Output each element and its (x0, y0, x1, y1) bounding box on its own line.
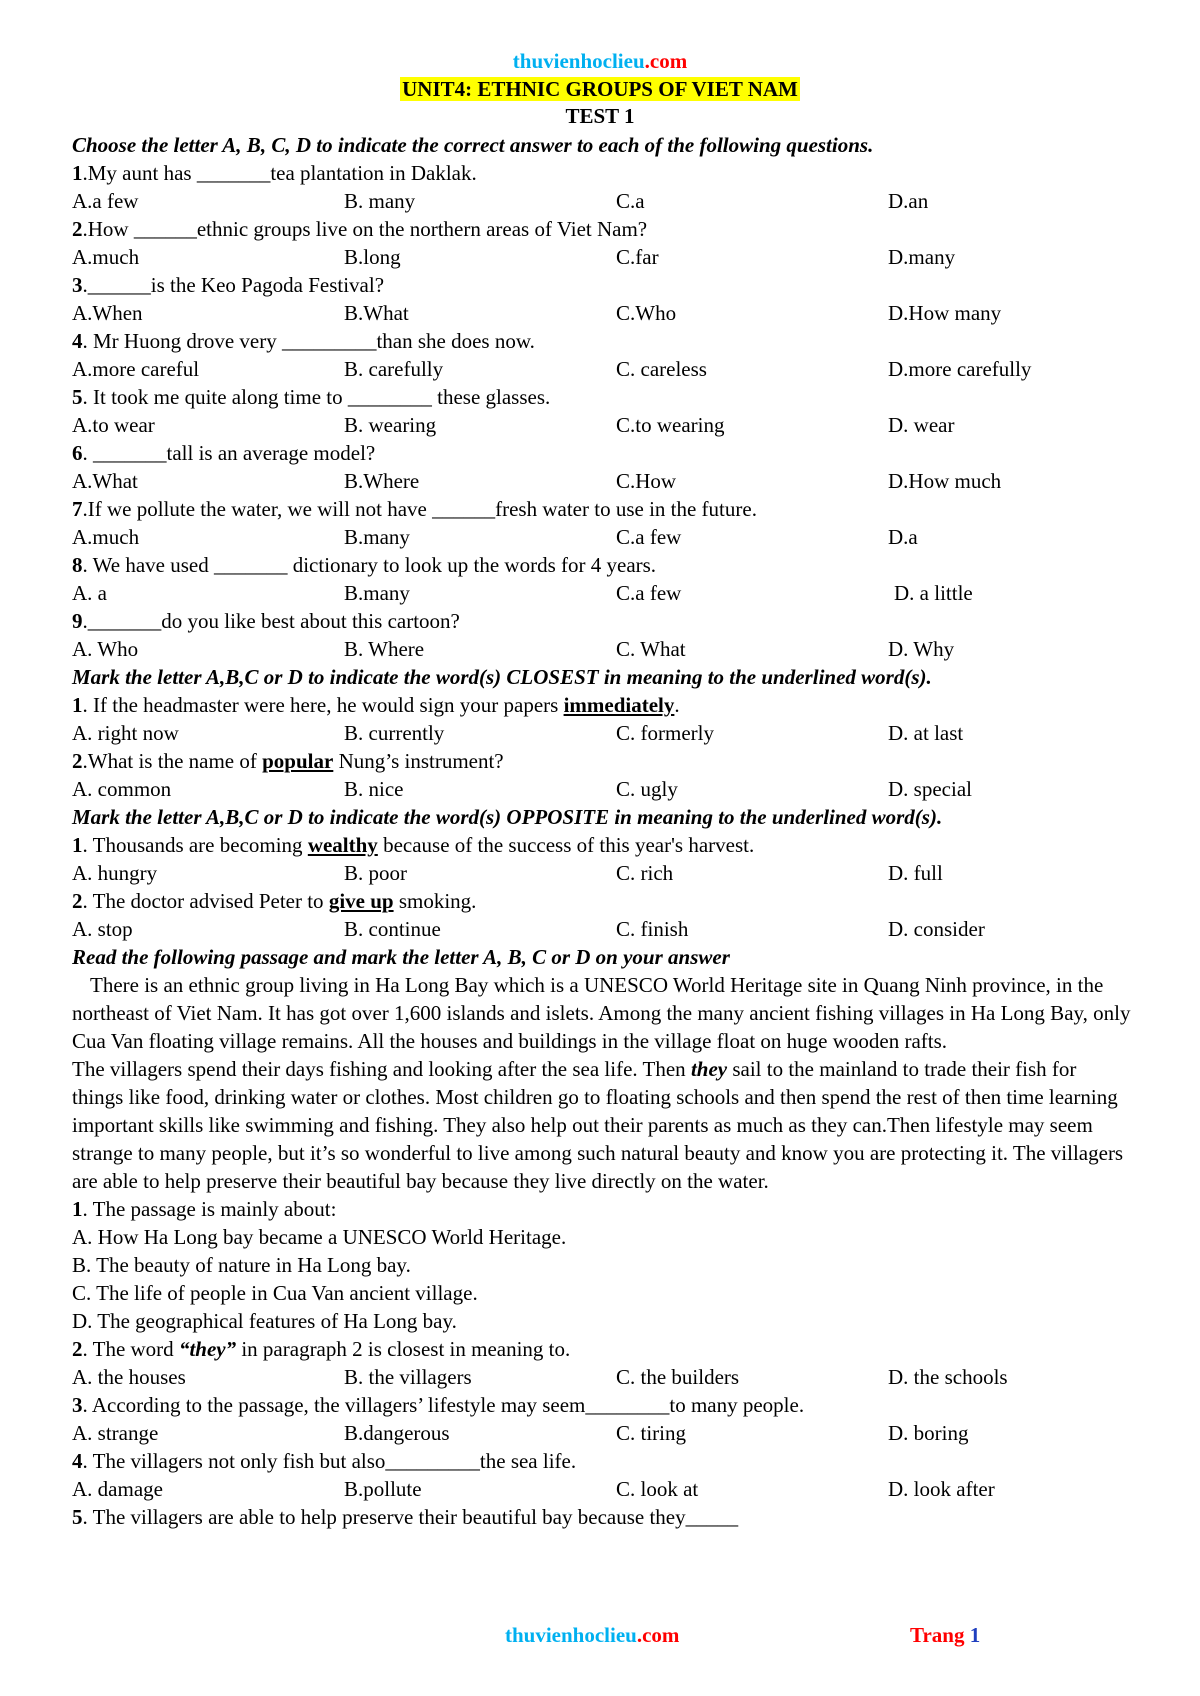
document-content (72, 131, 1132, 1531)
question-text: 2.How ______ethnic groups live on the northern areas of Viet Nam? (72, 217, 648, 241)
question-text: 4. Mr Huong drove very _________than she does now. (72, 329, 535, 353)
option-a: A. strange (72, 1421, 159, 1445)
option-d: D. at last (888, 721, 964, 745)
option-c: C. tiring (616, 1421, 687, 1445)
option-b: B. currently (344, 721, 445, 745)
option-d: D. special (888, 777, 972, 801)
question-text: 3.______is the Keo Pagoda Festival? (72, 273, 385, 297)
question-text: 2.What is the name of popular Nung’s instrument? (72, 749, 504, 773)
option-a: A.more careful (72, 357, 200, 381)
option-d: D. a little (894, 581, 973, 605)
section4-instruction: Read the following passage and mark the letter A, B, C or D on your answer (72, 945, 730, 969)
option-c: C. ugly (616, 777, 678, 801)
option-c: C. finish (616, 917, 689, 941)
question-text: 1.My aunt has _______tea plantation in Daklak. (72, 161, 477, 185)
answer-options (72, 467, 1132, 495)
option-b: B.long (344, 245, 401, 269)
question-text: 4. The villagers not only fish but also_________the sea life. (72, 1449, 577, 1473)
passage-paragraph-2: The villagers spend their days fishing and looking after the sea life. Then they sail to the mainland to trade their fish for things like food, drinking water or clothes. Most children go to floating schools and then spend the rest of then time learning important skills like swimming and fishing. They also help out their parents as much as they can.Then lifestyle may seem strange to many people, but it’s so wonderful to live among such natural beauty and know you are protecting it. The villagers are able to help preserve their beautiful bay because they live directly on the water. (72, 1057, 1124, 1193)
answer-options (72, 915, 1132, 943)
underlined-word: popular (262, 749, 334, 773)
option-d: D. consider (888, 917, 985, 941)
option-b: B.What (344, 301, 409, 325)
answer-options (72, 579, 1132, 607)
answer-options (72, 1363, 1132, 1391)
option-b: B. many (344, 189, 416, 213)
emphasized-word: “they” (178, 1337, 237, 1361)
option-b: B.dangerous (344, 1421, 450, 1445)
section3-instruction: Mark the letter A,B,C or D to indicate the word(s) OPPOSITE in meaning to the underlined word(s). (72, 805, 943, 829)
answer-options (72, 299, 1132, 327)
section2-instruction: Mark the letter A,B,C or D to indicate the word(s) CLOSEST in meaning to the underlined word(s). (72, 665, 932, 689)
unit-title-text: UNIT4: ETHNIC GROUPS OF VIET NAM (402, 77, 798, 101)
option-c: C.to wearing (616, 413, 725, 437)
option-a: A. How Ha Long bay became a UNESCO World Heritage. (72, 1225, 567, 1249)
option-a: A.a few (72, 189, 139, 213)
option-d: D. look after (888, 1477, 995, 1501)
test-title: TEST 1 (565, 104, 635, 128)
answer-options (72, 187, 1132, 215)
option-c: C. formerly (616, 721, 714, 745)
option-c: C.How (616, 469, 677, 493)
option-d: D.an (888, 189, 929, 213)
site-name: thuvienhoclieu (512, 49, 645, 73)
question-text: 2. The word “they” in paragraph 2 is closest in meaning to. (72, 1337, 571, 1361)
option-c: C.Who (616, 301, 677, 325)
option-d: D. boring (888, 1421, 969, 1445)
question-text: 3. According to the passage, the villagers’ lifestyle may seem________to many people. (72, 1393, 805, 1417)
question-text: 5. The villagers are able to help preserve their beautiful bay because they_____ (72, 1505, 739, 1529)
answer-options (72, 411, 1132, 439)
option-b: B. poor (344, 861, 407, 885)
underlined-word: give up (328, 889, 394, 913)
answer-options (72, 523, 1132, 551)
option-d: D.How many (888, 301, 1002, 325)
answer-options (72, 1419, 1132, 1447)
option-d: D. Why (888, 637, 955, 661)
question-text: 1. The passage is mainly about: (72, 1197, 337, 1221)
option-b: B. carefully (344, 357, 444, 381)
answer-options (72, 719, 1132, 747)
site-header (0, 48, 1200, 74)
option-a: A. a (72, 581, 107, 605)
option-a: A.much (72, 245, 140, 269)
option-b: B.many (344, 525, 410, 549)
option-b: B. The beauty of nature in Ha Long bay. (72, 1253, 411, 1277)
option-d: D. wear (888, 413, 955, 437)
option-b: B.pollute (344, 1477, 422, 1501)
option-a: A.When (72, 301, 143, 325)
question-text: 6. _______tall is an average model? (72, 441, 376, 465)
option-b: B. nice (344, 777, 404, 801)
option-a: A. common (72, 777, 172, 801)
question-text: 9._______do you like best about this cartoon? (72, 609, 460, 633)
option-a: A. Who (72, 637, 139, 661)
question-text: 8. We have used _______ dictionary to look up the words for 4 years. (72, 553, 657, 577)
footer-site: thuvienhoclieu.com (505, 1623, 680, 1647)
question-text: 2. The doctor advised Peter to give up smoking. (72, 889, 477, 913)
question-text: 1. Thousands are becoming wealthy because of the success of this year's harvest. (72, 833, 755, 857)
underlined-word: immediately (563, 693, 675, 717)
option-a: A. damage (72, 1477, 163, 1501)
option-b: B. the villagers (344, 1365, 472, 1389)
section1-questions (72, 159, 1132, 663)
option-b: B.many (344, 581, 410, 605)
option-c: C.a (616, 189, 645, 213)
option-c: C.a few (616, 525, 682, 549)
option-a: A. stop (72, 917, 133, 941)
question-text: 7.If we pollute the water, we will not have ______fresh water to use in the future. (72, 497, 757, 521)
option-b: B.Where (344, 469, 420, 493)
option-b: B. wearing (344, 413, 437, 437)
option-a: A. hungry (72, 861, 158, 885)
option-c: C. careless (616, 357, 707, 381)
option-c: C. The life of people in Cua Van ancient village. (72, 1281, 478, 1305)
answer-options (72, 859, 1132, 887)
option-b: B. Where (344, 637, 425, 661)
answer-options (72, 635, 1132, 663)
unit-title (0, 76, 1200, 102)
emphasized-word: they (690, 1057, 728, 1081)
underlined-word: wealthy (307, 833, 378, 857)
option-c: C.far (616, 245, 659, 269)
option-d: D. full (888, 861, 943, 885)
answer-options (72, 775, 1132, 803)
option-d: D. the schools (888, 1365, 1008, 1389)
site-tld: .com (644, 49, 688, 73)
option-d: D. The geographical features of Ha Long bay. (72, 1309, 457, 1333)
option-a: A.much (72, 525, 140, 549)
question-text: 5. It took me quite along time to ________ these glasses. (72, 385, 551, 409)
option-c: C. What (616, 637, 686, 661)
option-c: C. rich (616, 861, 674, 885)
option-a: A. right now (72, 721, 179, 745)
option-c: C. the builders (616, 1365, 740, 1389)
option-d: D.How much (888, 469, 1002, 493)
page-number: Trang 1 (910, 1623, 981, 1647)
question-text: 1. If the headmaster were here, he would sign your papers immediately. (72, 693, 680, 717)
section1-instruction: Choose the letter A, B, C, D to indicate the correct answer to each of the following questions. (72, 133, 874, 157)
answer-options (72, 355, 1132, 383)
passage-paragraph-1: There is an ethnic group living in Ha Long Bay which is a UNESCO World Heritage site in Quang Ninh province, in the northeast of Viet Nam. It has got over 1,600 islands and islets. Among the many ancient fishing villages in Ha Long Bay, only Cua Van floating village remains. All the houses and buildings in the village float on huge wooden rafts. (72, 973, 1131, 1053)
option-c: C.a few (616, 581, 682, 605)
option-d: D.more carefully (888, 357, 1032, 381)
option-a: A.What (72, 469, 138, 493)
option-d: D.a (888, 525, 918, 549)
option-a: A. the houses (72, 1365, 186, 1389)
option-d: D.many (888, 245, 956, 269)
option-b: B. continue (344, 917, 441, 941)
option-c: C. look at (616, 1477, 699, 1501)
answer-options (72, 243, 1132, 271)
option-a: A.to wear (72, 413, 155, 437)
answer-options (72, 1475, 1132, 1503)
